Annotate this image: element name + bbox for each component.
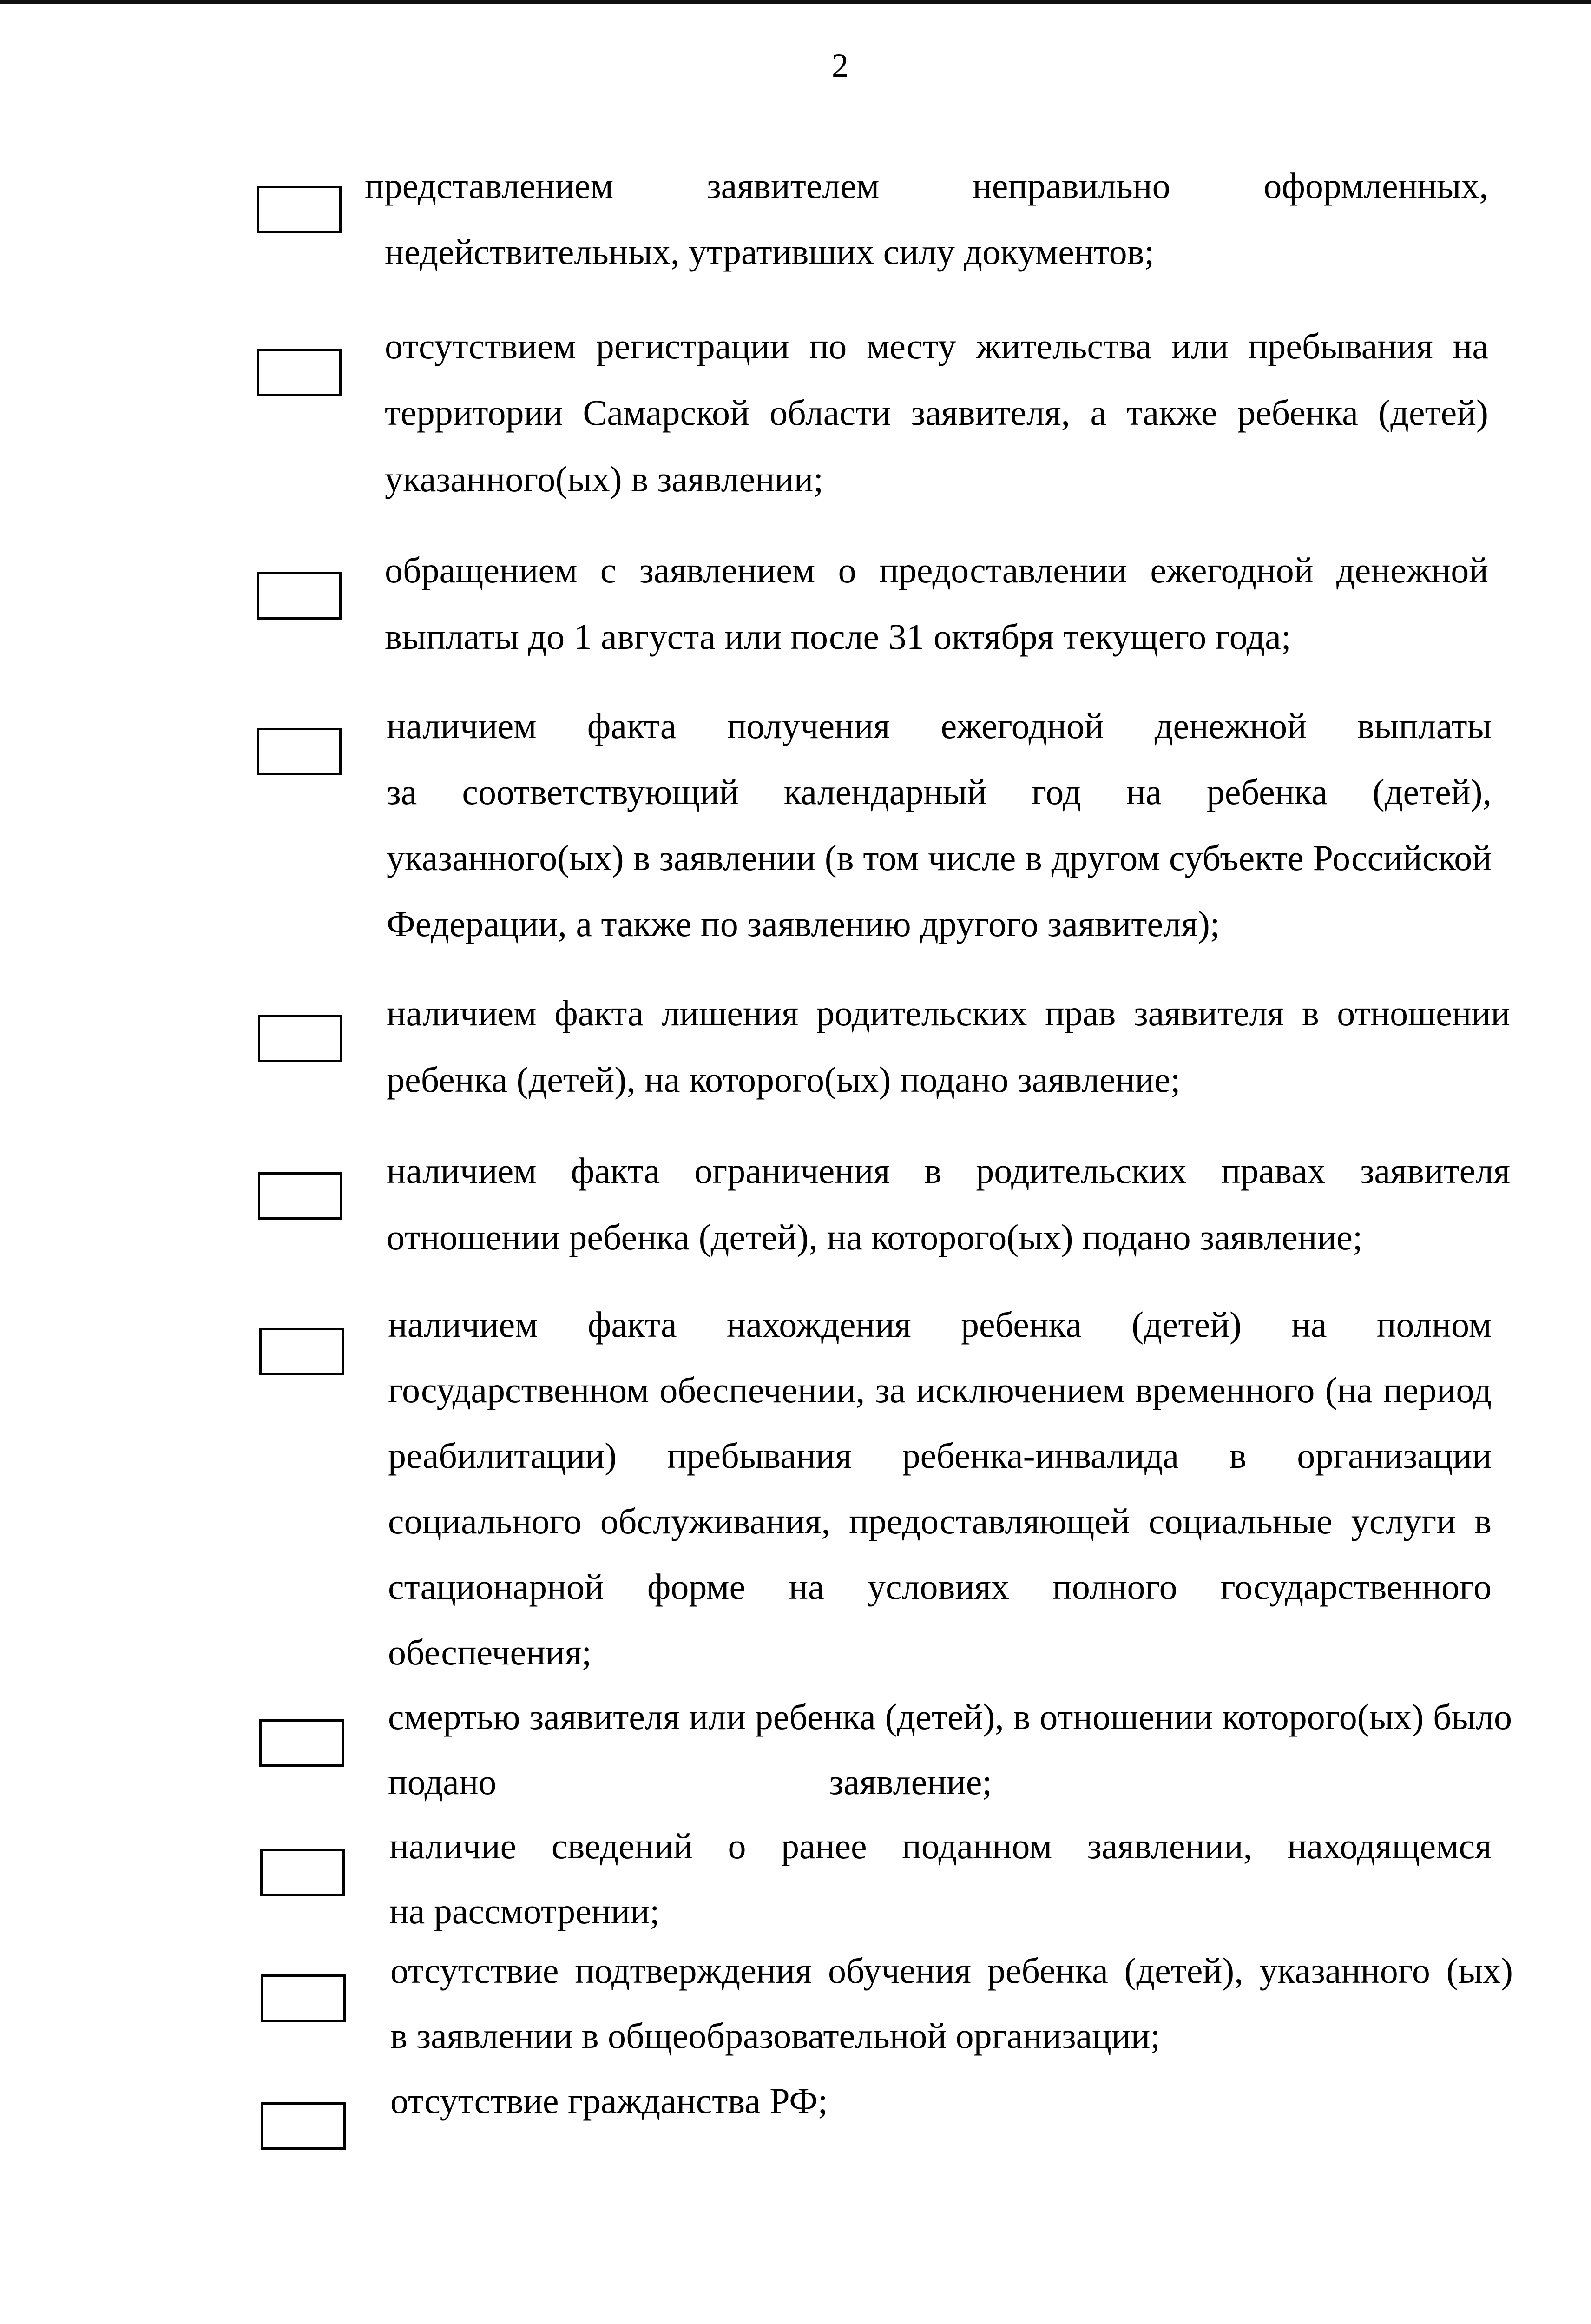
page-number: 2	[832, 47, 848, 84]
reason-text-line: выплаты до 1 августа или после 31 октября текущего года;	[385, 616, 1291, 657]
reason-text-line: наличие сведений о ранее поданном заявлении, находящемся	[389, 1826, 1492, 1866]
reason-text-line: наличием факта получения ежегодной денежной выплаты	[387, 706, 1492, 746]
reason-text-line: реабилитации) пребывания ребенка-инвалида в организации	[388, 1435, 1492, 1476]
reason-text-line: стационарной форме на условиях полного государственного	[388, 1566, 1492, 1607]
reason-checkbox[interactable]	[259, 1328, 344, 1375]
reason-text-line: смертью заявителя или ребенка (детей), в отношении которого(ых) было	[388, 1697, 1512, 1737]
reason-text-line: представлением заявителем неправильно оформленных,	[365, 165, 1488, 206]
reason-text-line: указанного(ых) в заявлении (в том числе в другом субъекте Российской	[387, 838, 1492, 878]
reason-checkbox[interactable]	[257, 186, 342, 233]
reason-checkbox[interactable]	[257, 728, 342, 775]
reason-text-line: отношении ребенка (детей), на которого(ых) подано заявление;	[387, 1217, 1363, 1257]
reason-text-line: отсутствие гражданства РФ;	[390, 2080, 828, 2121]
reason-text-line: наличием факта лишения родительских прав заявителя в отношении	[387, 993, 1510, 1033]
reason-text-line: указанного(ых) в заявлении;	[385, 459, 824, 499]
reason-text-line: на рассмотрении;	[389, 1891, 660, 1931]
reason-text-line: наличием факта ограничения в родительских правах заявителя	[387, 1150, 1510, 1191]
reason-checkbox[interactable]	[258, 1015, 342, 1062]
reason-text-line: отсутствием регистрации по месту жительства или пребывания на	[385, 326, 1488, 366]
reason-checkbox[interactable]	[260, 1849, 345, 1896]
reason-checkbox[interactable]	[261, 1974, 346, 2022]
reason-text-line: территории Самарской области заявителя, а также ребенка (детей)	[385, 392, 1488, 433]
reason-text-line: социального обслуживания, предоставляющей социальные услуги в	[388, 1501, 1492, 1541]
top-border-line	[0, 0, 1591, 4]
reason-text-line: Федерации, а также по заявлению другого заявителя);	[387, 904, 1220, 944]
reason-text-line: за соответствующий календарный год на ребенка (детей),	[387, 772, 1492, 812]
reason-text-line: обращением с заявлением о предоставлении ежегодной денежной	[385, 550, 1488, 590]
reason-checkbox[interactable]	[259, 1719, 344, 1767]
reason-text-line: недействительных, утративших силу документов;	[385, 231, 1155, 272]
reason-checkbox[interactable]	[258, 1172, 342, 1220]
reason-text-line: подано заявление;	[388, 1762, 992, 1802]
reason-text-line: отсутствие подтверждения обучения ребенка (детей), указанного (ых)	[390, 1950, 1513, 1991]
reason-text-line: государственном обеспечении, за исключением временного (на период	[388, 1370, 1492, 1410]
reason-text-line: обеспечения;	[388, 1632, 592, 1672]
reason-text-line: наличием факта нахождения ребенка (детей) на полном	[388, 1304, 1492, 1345]
reason-checkbox[interactable]	[257, 349, 342, 396]
reason-text-line: в заявлении в общеобразовательной организации;	[390, 2015, 1161, 2056]
reason-checkbox[interactable]	[261, 2102, 346, 2150]
reason-text-line: ребенка (детей), на которого(ых) подано заявление;	[387, 1059, 1181, 1100]
reason-checkbox[interactable]	[257, 572, 342, 620]
